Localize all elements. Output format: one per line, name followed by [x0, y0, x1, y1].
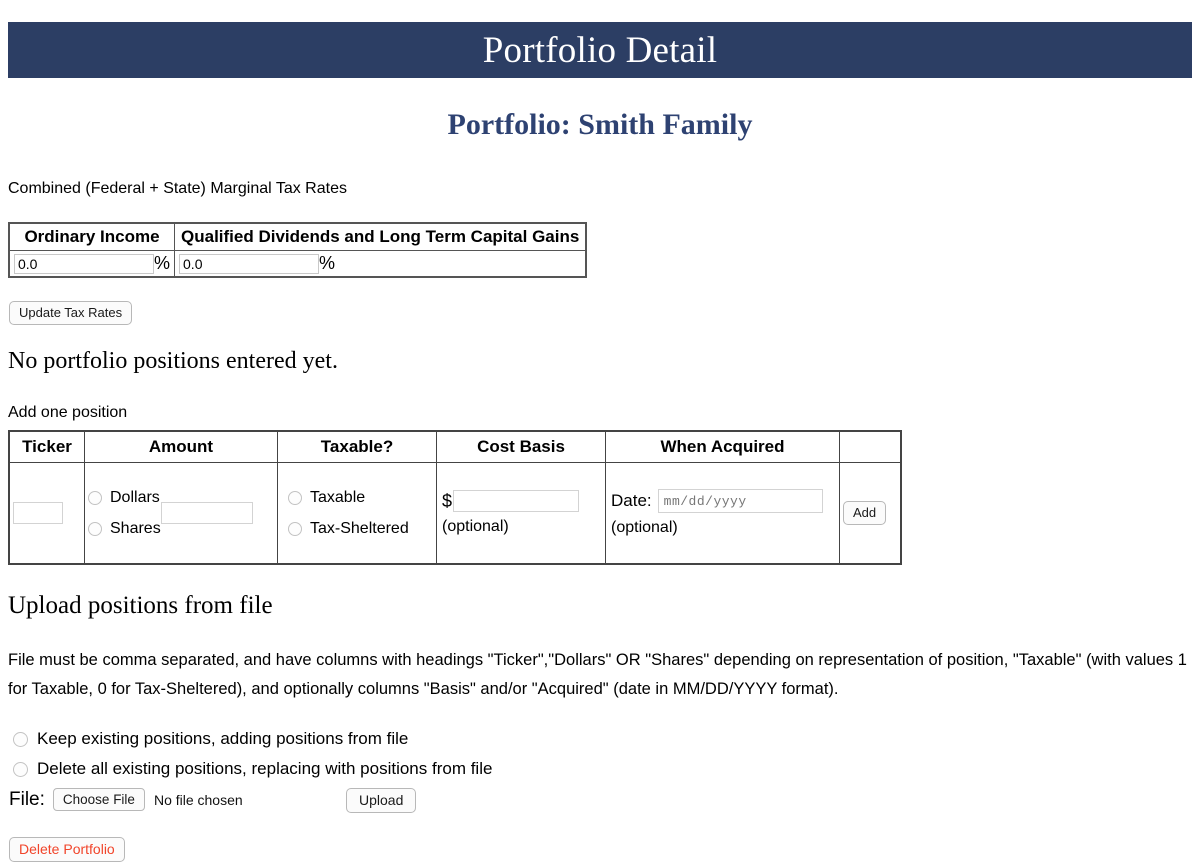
- date-label: Date:: [611, 491, 652, 510]
- dollar-sign-label: $: [442, 490, 453, 511]
- amount-option-shares-label: Shares: [110, 519, 161, 537]
- no-positions-message: No portfolio positions entered yet.: [8, 348, 338, 374]
- percent-sign-qualified: %: [319, 253, 336, 273]
- radio-keep-existing-icon[interactable]: [13, 732, 28, 747]
- upload-instructions: File must be comma separated, and have columns with headings "Ticker","Dollars" OR "Shares" depending on representation of position, "Taxable" (with values 1 for Taxable, 0 for Tax-Sheltered), and optionally columns "Basis" and/or "Acquired" (date in MM/DD/YYYY format).: [8, 651, 1187, 698]
- radio-taxable-icon[interactable]: [288, 491, 302, 505]
- cell-taxable: [278, 463, 437, 565]
- ordinary-income-input[interactable]: [14, 254, 154, 274]
- amount-option-dollars-label: Dollars: [110, 488, 160, 506]
- cell-when-acquired: [606, 463, 840, 565]
- cell-add-action: [840, 463, 902, 565]
- add-position-row: [9, 463, 901, 565]
- delete-portfolio-button[interactable]: Delete Portfolio: [9, 837, 125, 862]
- taxable-radio-group: [288, 482, 409, 544]
- amount-input[interactable]: [161, 502, 253, 524]
- taxable-option-taxable[interactable]: [288, 482, 409, 513]
- header-actions: [840, 431, 902, 463]
- upload-mode-keep[interactable]: [13, 729, 408, 749]
- page-title: Portfolio: Smith Family: [447, 108, 753, 141]
- radio-shares-icon[interactable]: [88, 522, 102, 536]
- tax-cell-qualified-dividends: [175, 251, 587, 278]
- percent-sign-ordinary: %: [154, 253, 171, 273]
- page-banner-title: Portfolio Detail: [482, 29, 718, 71]
- tax-rates-table: [8, 222, 587, 278]
- radio-tax-sheltered-icon[interactable]: [288, 522, 302, 536]
- choose-file-button[interactable]: Choose File: [53, 788, 145, 811]
- add-one-position-label: Add one position: [8, 404, 128, 421]
- tax-header-ordinary-income: Ordinary Income: [9, 223, 175, 251]
- ticker-input[interactable]: [13, 502, 63, 524]
- update-tax-rates-button[interactable]: Update Tax Rates: [9, 301, 132, 325]
- header-ticker: Ticker: [9, 431, 85, 463]
- cell-amount: [85, 463, 278, 565]
- amount-option-dollars[interactable]: [88, 482, 161, 513]
- add-position-table: [8, 430, 902, 565]
- radio-dollars-icon[interactable]: [88, 491, 102, 505]
- taxable-option-taxable-label: Taxable: [310, 488, 366, 506]
- upload-section-heading: Upload positions from file: [8, 592, 273, 619]
- upload-button[interactable]: Upload: [346, 788, 416, 813]
- no-file-chosen-text: No file chosen: [153, 791, 243, 808]
- upload-mode-replace[interactable]: [13, 759, 492, 779]
- cell-cost-basis: [437, 463, 606, 565]
- file-label: File:: [9, 788, 45, 810]
- taxable-option-tax-sheltered[interactable]: [288, 513, 409, 544]
- tax-cell-ordinary-income: [9, 251, 175, 278]
- tax-header-qualified-dividends: Qualified Dividends and Long Term Capital Gains: [175, 223, 587, 251]
- header-when-acquired: When Acquired: [606, 431, 840, 463]
- cost-basis-optional-note: (optional): [442, 518, 509, 535]
- header-taxable: Taxable?: [278, 431, 437, 463]
- add-position-header-row: [9, 431, 901, 463]
- cell-ticker: [9, 463, 85, 565]
- qualified-dividends-input[interactable]: [179, 254, 319, 274]
- file-chooser-row: [9, 788, 243, 811]
- header-amount: Amount: [85, 431, 278, 463]
- tax-rates-label: Combined (Federal + State) Marginal Tax Rates: [8, 180, 347, 197]
- acquired-date-input[interactable]: [658, 489, 823, 513]
- when-acquired-optional-note: (optional): [611, 519, 678, 536]
- add-position-button[interactable]: Add: [843, 501, 886, 525]
- upload-mode-replace-label: Delete all existing positions, replacing with positions from file: [37, 759, 493, 778]
- taxable-option-tax-sheltered-label: Tax-Sheltered: [310, 519, 409, 537]
- header-cost-basis: Cost Basis: [437, 431, 606, 463]
- tax-rates-header-row: [9, 223, 586, 251]
- cost-basis-input[interactable]: [453, 490, 579, 512]
- tax-rates-value-row: [9, 251, 586, 278]
- amount-option-shares[interactable]: [88, 513, 161, 544]
- page-banner: [8, 22, 1192, 78]
- radio-delete-existing-icon[interactable]: [13, 762, 28, 777]
- upload-mode-keep-label: Keep existing positions, adding positions from file: [37, 729, 409, 748]
- amount-type-radio-group: [88, 482, 161, 544]
